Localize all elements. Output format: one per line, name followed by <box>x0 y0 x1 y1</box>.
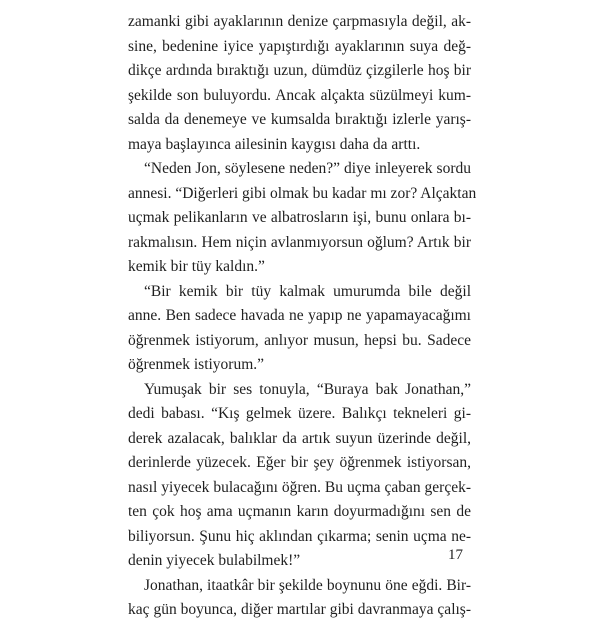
text-line: kemik bir tüy kaldın.” <box>128 258 265 275</box>
page-number: 17 <box>448 547 463 563</box>
paragraph <box>128 10 471 157</box>
paragraph <box>128 574 471 623</box>
text-line: maya başlayınca ailesinin kaygısı daha da arttı. <box>128 135 421 153</box>
text-line: öğrenmek istiyorum, anlıyor musun, hepsi bu. Sadece <box>128 331 471 349</box>
book-page-text <box>128 10 477 623</box>
text-line: denin yiyecek bulabilmek!” <box>128 552 301 569</box>
text-line: annesi. “Diğerleri gibi olmak bu kadar mı zor? Alçaktan <box>128 184 477 202</box>
paragraph <box>128 378 471 574</box>
text-line: derek azalacak, balıklar da artık suyun üzerinde değil, <box>128 429 471 447</box>
paragraph <box>128 157 477 280</box>
text-line: şekilde son buluyordu. Ancak alçakta süzülmeyi kum- <box>128 86 471 104</box>
text-line: dikçe ardında bıraktığı uzun, dümdüz çizgilerle hoş bir <box>128 62 471 79</box>
text-line: derinlerde yüzecek. Eğer bir şey öğrenmek istiyorsan, <box>128 454 471 471</box>
text-line: dedi babası. “Kış gelmek üzere. Balıkçı tekneleri gi- <box>128 405 471 422</box>
text-line: Yumuşak bir ses tonuyla, “Buraya bak Jonathan,” <box>144 380 471 398</box>
text-line: biliyorsun. Şunu hiç aklından çıkarma; senin uçma ne- <box>128 527 471 545</box>
text-line: sine, bedenine iyice yapıştırdığı ayaklarının suya değ- <box>128 37 471 55</box>
text-line: rakmalısın. Hem niçin avlanmıyorsun oğlum? Artık bir <box>128 233 471 251</box>
text-line: salda da denemeye ve kumsalda bıraktığı izlerle yarış- <box>128 111 471 128</box>
text-line: uçmak pelikanların ve albatrosların işi, bunu onlara bı- <box>128 209 471 226</box>
text-line: zamanki gibi ayaklarının denize çarpmasıyla değil, ak- <box>128 13 471 30</box>
text-line: “Neden Jon, söylesene neden?” diye inleyerek sordu <box>144 160 471 177</box>
text-line: nasıl yiyecek bulacağını öğren. Bu uçma çaban gerçek- <box>128 478 471 496</box>
text-line: öğrenmek istiyorum.” <box>128 356 265 373</box>
text-line: “Bir kemik bir tüy kalmak umurumda bile değil <box>144 282 471 300</box>
text-line: ten çok hoş ama uçmanın karın doyurmadığını sen de <box>128 503 471 520</box>
text-line: anne. Ben sadece havada ne yapıp ne yapamayacağımı <box>128 307 471 324</box>
paragraph <box>128 280 471 378</box>
text-line: kaç gün boyunca, diğer martılar gibi davranmaya çalış- <box>128 601 471 618</box>
text-line: Jonathan, itaatkâr bir şekilde boynunu öne eğdi. Bir- <box>144 576 471 594</box>
